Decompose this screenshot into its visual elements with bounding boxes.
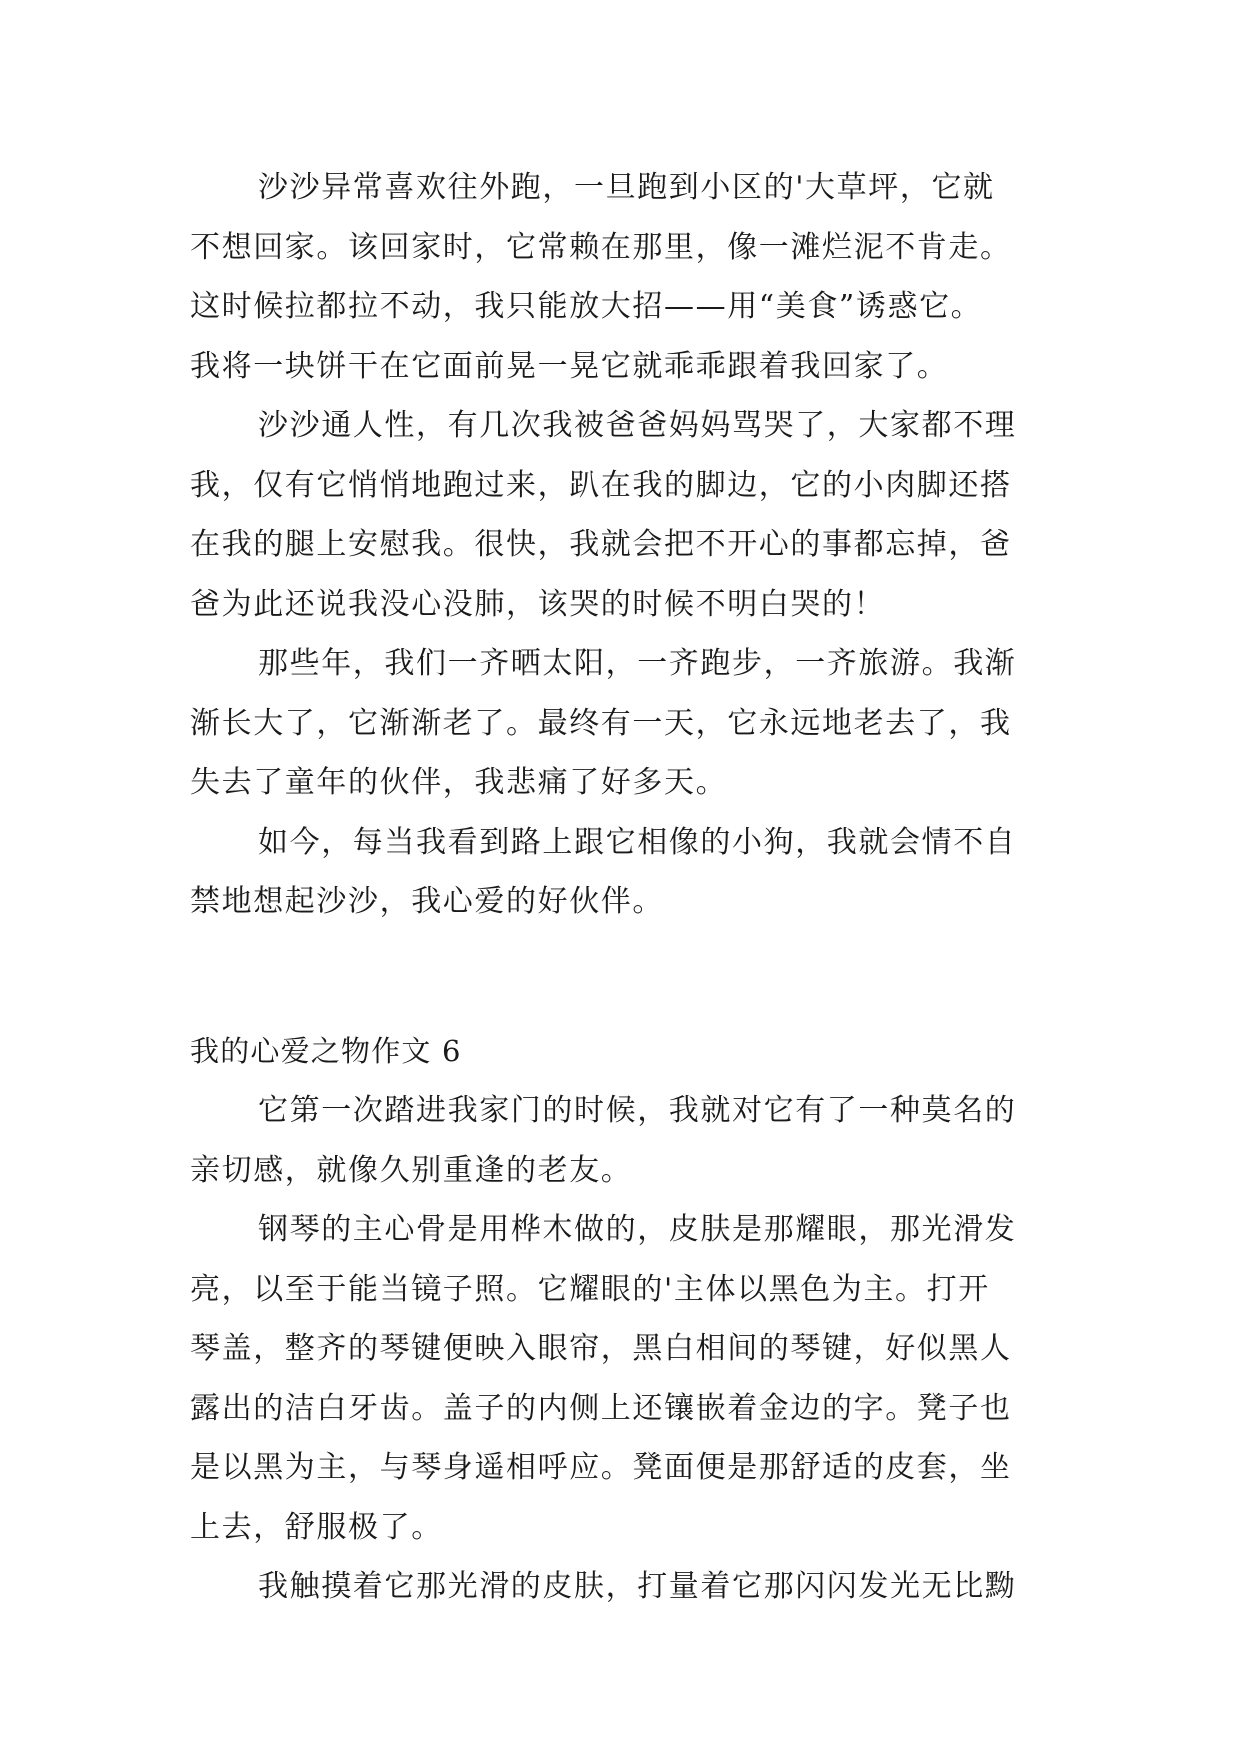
paragraph-2 [190, 396, 1060, 634]
section-heading: 我的心爱之物作文 6 [190, 1033, 462, 1068]
text-line: 琴盖，整齐的琴键便映入眼帘，黑白相间的琴键，好似黑人 [190, 1331, 1012, 1366]
text-line: 渐长大了，它渐渐老了。最终有一天，它永远地老去了，我 [190, 705, 1012, 741]
text-line: 禁地想起沙沙，我心爱的好伙伴。 [190, 884, 664, 919]
text-line: 我，仅有它悄悄地跑过来，趴在我的脚边，它的小肉脚还搭 [190, 467, 1012, 503]
paragraph-6 [190, 1200, 1060, 1557]
text-line: 钢琴的主心骨是用桦木做的，皮肤是那耀眼，那光滑发 [258, 1212, 1017, 1247]
text-line: 不想回家。该回家时，它常赖在那里，像一滩烂泥不肯走。 [190, 229, 1012, 265]
document-body [190, 158, 1060, 1617]
text-line: 失去了童年的伙伴，我悲痛了好多天。 [190, 765, 728, 800]
paragraph-1 [190, 158, 1060, 396]
text-line: 沙沙通人性，有几次我被爸爸妈妈骂哭了，大家都不理 [258, 408, 1017, 443]
section-gap [190, 932, 1060, 1022]
text-line: 亮，以至于能当镜子照。它耀眼的'主体以黑色为主。打开 [190, 1271, 990, 1307]
text-line: 我触摸着它那光滑的皮肤，打量着它那闪闪发光无比黝 [258, 1569, 1017, 1604]
text-line: 它第一次踏进我家门的时候，我就对它有了一种莫名的 [258, 1093, 1017, 1128]
paragraph-5 [190, 1081, 1060, 1200]
text-line: 那些年，我们一齐晒太阳，一齐跑步，一齐旅游。我渐 [258, 646, 1017, 681]
paragraph-4 [190, 813, 1060, 932]
paragraph-3 [190, 634, 1060, 813]
text-line: 上去，舒服极了。 [190, 1509, 443, 1545]
text-line: 露出的洁白牙齿。盖子的内侧上还镶嵌着金边的字。凳子也 [190, 1390, 1012, 1426]
text-line: 在我的腿上安慰我。很快，我就会把不开心的事都忘掉，爸 [190, 527, 1012, 562]
text-line: 沙沙异常喜欢往外跑，一旦跑到小区的'大草坪，它就 [258, 170, 995, 205]
text-line: 我将一块饼干在它面前晃一晃它就乖乖跟着我回家了。 [190, 348, 949, 384]
paragraph-7 [190, 1557, 1060, 1617]
text-line: 如今，每当我看到路上跟它相像的小狗，我就会情不自 [258, 824, 1017, 860]
text-line: 这时候拉都拉不动，我只能放大招——用“美食”诱惑它。 [190, 289, 983, 324]
text-line: 爸为此还说我没心没肺，该哭的时候不明白哭的！ [190, 586, 886, 622]
text-line: 是以黑为主，与琴身遥相呼应。凳面便是那舒适的皮套，坐 [190, 1450, 1012, 1485]
text-line: 亲切感，就像久别重逢的老友。 [190, 1152, 633, 1188]
